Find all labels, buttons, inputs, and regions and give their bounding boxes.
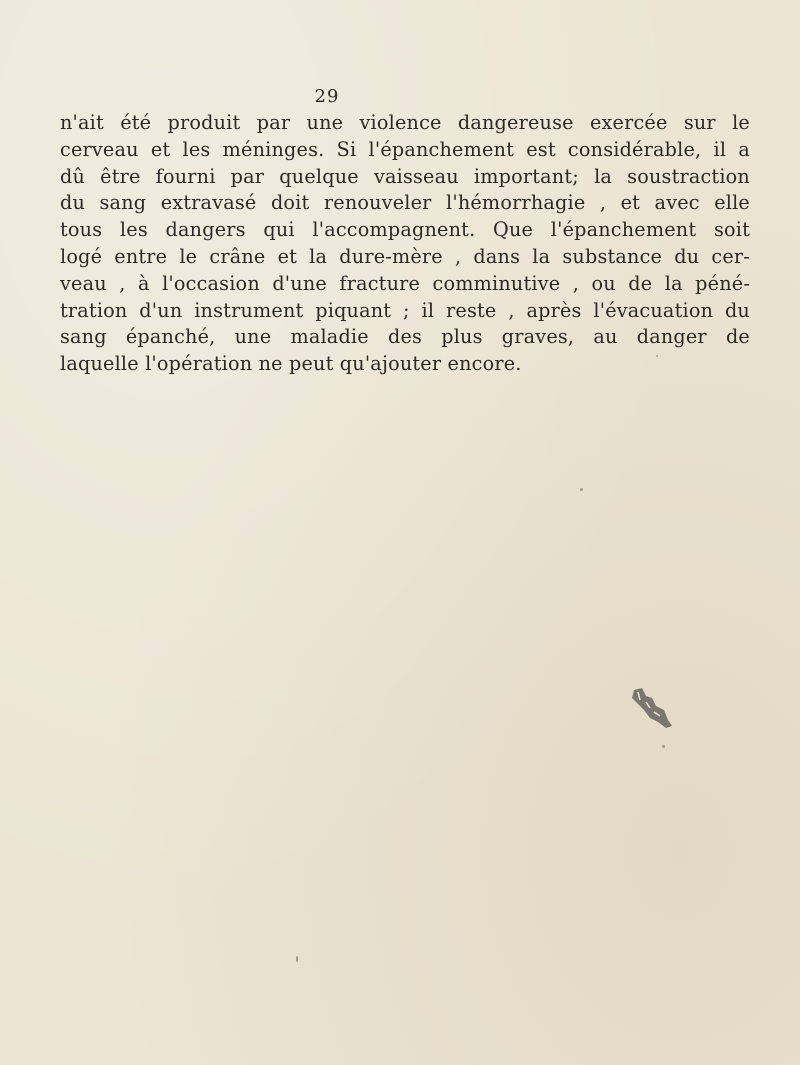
body-paragraph <box>60 110 750 378</box>
paper-speck <box>662 745 665 748</box>
text-line: logé entre le crâne et la dure-mère , dans la substance du cer- <box>60 244 750 268</box>
text-line: cerveau et les méninges. Si l'épanchement est considérable, il a <box>60 137 750 161</box>
page-number: 29 <box>314 86 340 107</box>
text-line: dû être fourni par quelque vaisseau important; la soustraction <box>60 164 750 188</box>
text-line: n'ait été produit par une violence dangereuse exercée sur le <box>60 111 750 134</box>
text-line: veau , à l'occasion d'une fracture comminutive , ou de la péné- <box>60 271 750 295</box>
paper-speck <box>656 355 658 357</box>
paper-speck <box>580 488 583 491</box>
text-line: laquelle l'opération ne peut qu'ajouter encore. <box>60 352 522 376</box>
text-line: sang épanché, une maladie des plus graves, au danger de <box>60 325 750 349</box>
text-line: tration d'un instrument piquant ; il reste , après l'évacuation du <box>60 298 750 322</box>
text-line: tous les dangers qui l'accompagnent. Que l'épanchement soit <box>60 218 750 242</box>
paper-speck <box>296 956 298 962</box>
text-line: du sang extravasé doit renouveler l'hémorrhagie , et avec elle <box>60 191 750 215</box>
ink-blot-icon <box>628 686 674 730</box>
